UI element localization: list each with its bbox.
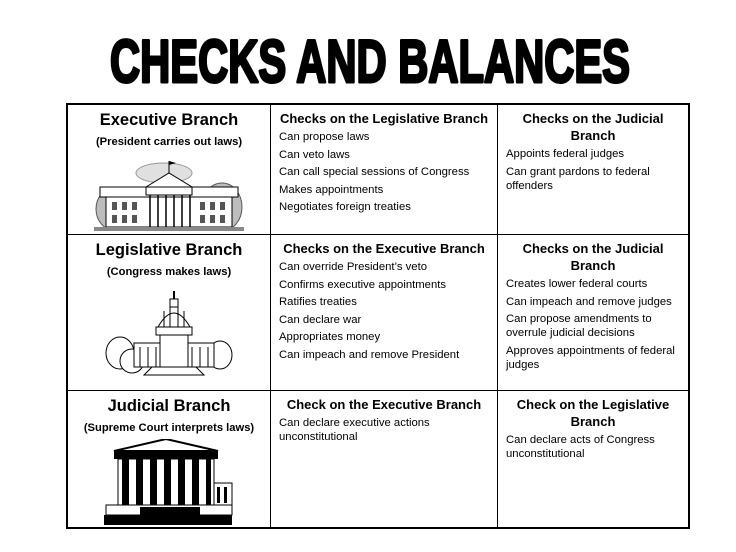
capitol-building-icon: [68, 291, 270, 377]
list-item: Approves appointments of federal judges: [506, 344, 675, 372]
branch-subtitle: (Congress makes laws): [106, 266, 232, 278]
list-item: Ratifies treaties: [279, 296, 357, 309]
branch-title: Judicial Branch: [107, 397, 231, 415]
list-item: Can impeach and remove judges: [506, 295, 672, 308]
checks-cell: [271, 235, 498, 391]
checks-cell: [498, 391, 688, 527]
check-heading: Checks on the Judicial Branch: [522, 111, 664, 143]
list-item: Appoints federal judges: [506, 148, 625, 160]
list-item: Can impeach and remove President: [279, 348, 460, 361]
checks-cell: [271, 391, 498, 527]
list-item: Can veto laws: [279, 148, 350, 161]
check-heading: Checks on the Legislative Branch: [279, 111, 489, 126]
checks-cell: [271, 105, 498, 235]
check-list: [271, 130, 497, 215]
check-list: [271, 416, 497, 444]
list-item: Can propose laws: [279, 131, 370, 143]
check-heading: Check on the Legislative Branch: [516, 397, 670, 429]
page-title-banner: [0, 2, 736, 102]
list-item: Can override President’s veto: [279, 261, 427, 273]
list-item: Can declare executive actions unconstitutional: [279, 417, 430, 444]
list-item: Creates lower federal courts: [506, 278, 648, 290]
branch-cell-legislative: [68, 235, 271, 391]
check-heading: Check on the Executive Branch: [286, 397, 482, 412]
branch-subtitle: (Supreme Court interprets laws): [83, 422, 255, 434]
list-item: Confirms executive appointments: [279, 278, 447, 291]
list-item: Can declare war: [279, 313, 362, 326]
branch-title: Legislative Branch: [95, 241, 243, 259]
white-house-icon: [68, 157, 270, 231]
list-item: Can grant pardons to federal offenders: [506, 165, 650, 192]
check-heading: Checks on the Executive Branch: [283, 241, 485, 256]
checks-cell: [498, 105, 688, 235]
list-item: Can call special sessions of Congress: [279, 166, 470, 179]
check-heading: Checks on the Judicial Branch: [522, 241, 664, 273]
checks-table: [66, 103, 690, 529]
list-item: Appropriates money: [279, 331, 381, 344]
page-title: CHECKS AND BALANCES: [110, 28, 630, 95]
branch-cell-judicial: [68, 391, 271, 527]
list-item: Can propose amendments to overrule judicial decisions: [506, 313, 652, 340]
branch-title: Executive Branch: [99, 111, 239, 129]
supreme-court-icon: [68, 439, 270, 525]
check-list: [498, 433, 688, 461]
branch-cell-executive: [68, 105, 271, 235]
list-item: Can declare acts of Congress unconstitutional: [506, 434, 655, 461]
check-list: [271, 260, 497, 362]
list-item: Makes appointments: [279, 183, 384, 196]
check-list: [498, 147, 688, 193]
checks-cell: [498, 235, 688, 391]
list-item: Negotiates foreign treaties: [279, 201, 411, 214]
check-list: [498, 277, 688, 372]
branch-subtitle: (President carries out laws): [95, 136, 243, 148]
